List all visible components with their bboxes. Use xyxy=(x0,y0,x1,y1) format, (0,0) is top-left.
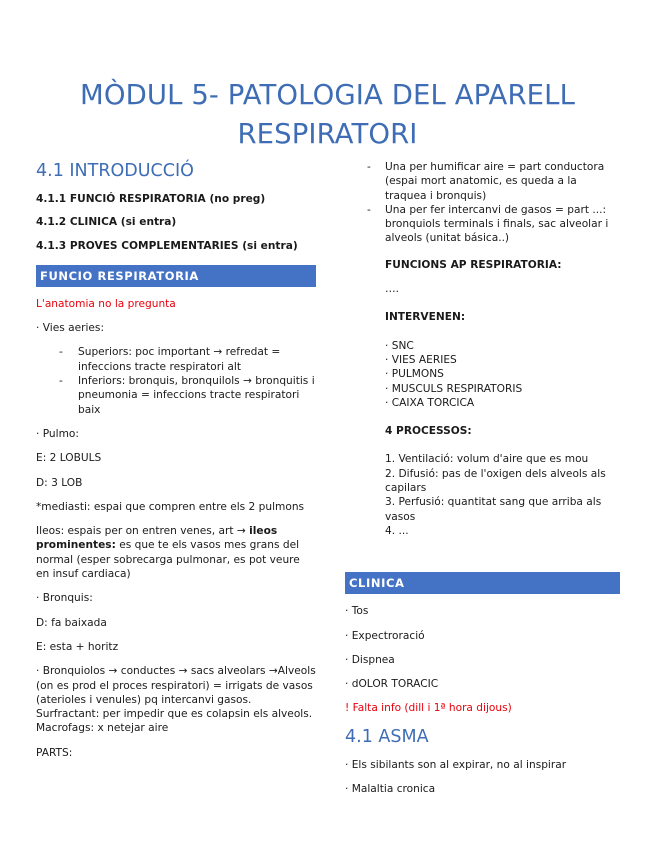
parts-list xyxy=(345,160,620,246)
ileos-paragraph xyxy=(36,524,316,581)
red-note-anatomia: L'anatomia no la pregunta xyxy=(36,297,176,310)
clinica-item: · dOLOR TORACIC xyxy=(345,678,439,691)
list-item: · VIES AERIES xyxy=(385,353,457,366)
list-item: - Una per fer intercanvi de gasos = part ...: bronquiols terminals i finals, sac alveolar i alveols (unitat básica..) xyxy=(345,203,620,246)
list-item: · SNC xyxy=(385,339,414,352)
asma-item: · Els sibilants son al expirar, no al inspirar xyxy=(345,758,567,771)
pulmo-label: · Pulmo: xyxy=(36,427,79,440)
list-item: - Superiors: poc important → refredat = infeccions tracte respiratori alt xyxy=(36,345,316,374)
list-item: - Inferiors: bronquis, bronquilols → bronquitis i pneumonia = infeccions tracte respiratori baix xyxy=(36,374,316,417)
section-heading-asma: 4.1 ASMA xyxy=(345,726,429,747)
right-column xyxy=(345,160,620,806)
subheading-clinica: 4.1.2 CLINICA (si entra) xyxy=(36,216,177,229)
ileos-bold: ileos prominentes: xyxy=(36,525,278,552)
funcions-heading: FUNCIONS AP RESPIRATORIA: xyxy=(385,258,562,271)
list-item: 3. Perfusió: quantitat sang que arriba als vasos xyxy=(385,496,602,523)
list-item: · PULMONS xyxy=(385,368,444,381)
processos-list xyxy=(345,452,620,538)
asma-item: · Malaltia cronica xyxy=(345,783,436,796)
d-lob: D: 3 LOB xyxy=(36,476,83,489)
left-column xyxy=(36,160,316,770)
d-baixada: D: fa baixada xyxy=(36,616,107,629)
bronquiols-paragraph: · Bronquiolos → conductes → sacs alveolars →Alveols (on es prod el proces respiratori) = irrigats de vasos (aterioles i venules) pq intercanvi gasos. Surfractant: per impedir que es colapsin els alveols. Macrofags: x netejar aire xyxy=(36,665,316,735)
list-item: 2. Difusió: pas de l'oxigen dels alveols als capilars xyxy=(385,467,606,495)
clinica-item: · Tos xyxy=(345,605,369,618)
page-title: MÒDUL 5- PATOLOGIA DEL APARELL RESPIRATORI xyxy=(80,79,575,150)
funcions-dots: …. xyxy=(385,283,399,296)
list-item: - Una per humificar aire = part conductora (espai mort anatomic, es queda a la traquea i bronquis) xyxy=(345,160,620,203)
mediasti-note: *mediasti: espai que compren entre els 2 pulmons xyxy=(36,500,305,513)
red-note-falta-info: ! Falta info (dill i 1ª hora dijous) xyxy=(345,702,512,715)
processos-heading: 4 PROCESSOS: xyxy=(385,425,472,438)
section-bar-clinica: CLINICA xyxy=(345,572,620,594)
e-lobuls: E: 2 LOBULS xyxy=(36,452,102,465)
bronquis-label: · Bronquis: xyxy=(36,592,93,605)
ileos-text-start: Ileos: espais per on entren venes, art → xyxy=(36,525,250,538)
clinica-item: · Expectroració xyxy=(345,629,425,642)
subheading-proves: 4.1.3 PROVES COMPLEMENTARIES (si entra) xyxy=(36,239,298,252)
vies-label: · Vies aeries: xyxy=(36,322,105,335)
list-item: · MUSCULS RESPIRATORIS xyxy=(385,382,523,395)
vies-list xyxy=(36,345,316,416)
intervenen-heading: INTERVENEN: xyxy=(385,311,466,324)
clinica-item: · Dispnea xyxy=(345,653,395,666)
e-horitz: E: esta + horitz xyxy=(36,640,119,653)
section-bar-funcio-respiratoria: FUNCIO RESPIRATORIA xyxy=(36,265,316,287)
parts-label: PARTS: xyxy=(36,746,73,759)
list-item: · CAIXA TORCICA xyxy=(385,396,475,409)
list-item: 4. ... xyxy=(385,524,409,537)
subheading-funcio: 4.1.1 FUNCIÓ RESPIRATORIA (no preg) xyxy=(36,193,266,205)
section-heading-introduccio: 4.1 INTRODUCCIÓ xyxy=(36,161,194,181)
ileos-text-end: es que te els vasos mes grans del normal (esper sobrecarga pulmonar, es pot veure en insuf cardiaca) xyxy=(36,539,300,581)
intervenen-list xyxy=(345,339,620,410)
list-item: 1. Ventilació: volum d'aire que es mou xyxy=(385,453,589,466)
